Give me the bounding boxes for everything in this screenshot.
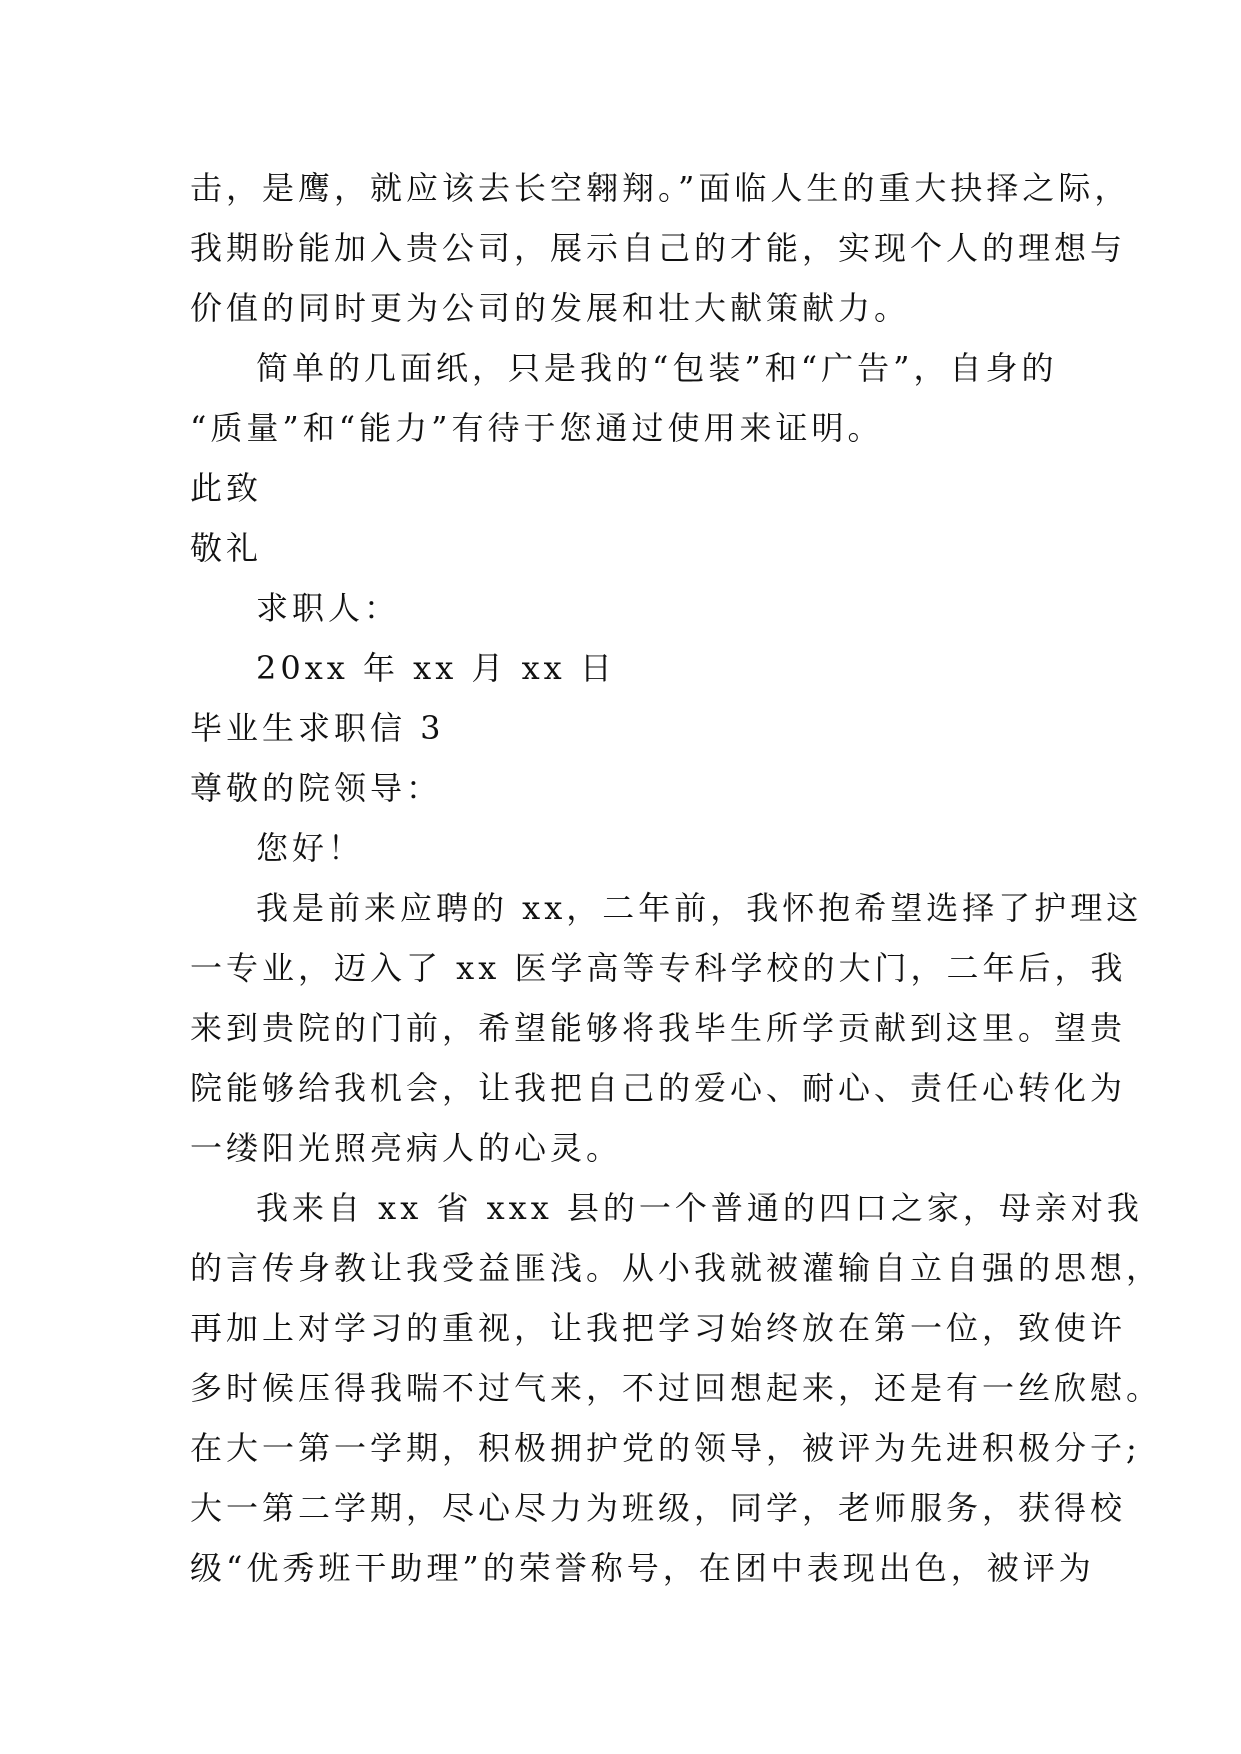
text-line: 再加上对学习的重视，让我把学习始终放在第一位，致使许 xyxy=(190,1309,1127,1347)
text-line: 院能够给我机会，让我把自己的爱心、耐心、责任心转化为 xyxy=(190,1069,1127,1107)
text-line: 来到贵院的门前，希望能够将我毕生所学贡献到这里。望贵 xyxy=(190,1009,1127,1047)
text-line: 一专业，迈入了 xx 医学高等专科学校的大门，二年后，我 xyxy=(190,949,1127,987)
text-line: 在大一第一学期，积极拥护党的领导，被评为先进积极分子; xyxy=(190,1429,1141,1467)
closing-salutation: 此致 xyxy=(190,469,263,507)
text-line: 我是前来应聘的 xx，二年前，我怀抱希望选择了护理这 xyxy=(256,889,1143,927)
signature-label: 求职人： xyxy=(256,589,401,627)
text-line: 的言传身教让我受益匪浅。从小我就被灌输自立自强的思想， xyxy=(190,1249,1163,1287)
greeting-recipient: 尊敬的院领导： xyxy=(190,769,443,807)
text-line: 价值的同时更为公司的发展和壮大献策献力。 xyxy=(190,289,911,327)
greeting: 您好！ xyxy=(256,829,365,867)
text-line: 击，是鹰，就应该去长空翱翔。”面临人生的重大抉择之际， xyxy=(190,169,1131,207)
text-line: “质量”和“能力”有待于您通过使用来证明。 xyxy=(190,409,884,447)
text-line: 级“优秀班干助理”的荣誉称号，在团中表现出色，被评为 xyxy=(190,1549,1095,1587)
section-title: 毕业生求职信 3 xyxy=(190,709,445,747)
closing-regards: 敬礼 xyxy=(190,529,263,567)
text-line: 多时候压得我喘不过气来，不过回想起来，还是有一丝欣慰。 xyxy=(190,1369,1163,1407)
text-line: 我期盼能加入贵公司，展示自己的才能，实现个人的理想与 xyxy=(190,229,1127,267)
date-line: 20xx 年 xx 月 xx 日 xyxy=(256,649,616,687)
letter-body xyxy=(190,158,1163,1598)
text-line: 一缕阳光照亮病人的心灵。 xyxy=(190,1129,623,1167)
text-line: 我来自 xx 省 xxx 县的一个普通的四口之家，母亲对我 xyxy=(256,1189,1143,1227)
text-line: 大一第二学期，尽心尽力为班级，同学，老师服务，获得校 xyxy=(190,1489,1127,1527)
text-line: 简单的几面纸，只是我的“包装”和“广告”，自身的 xyxy=(256,349,1058,387)
